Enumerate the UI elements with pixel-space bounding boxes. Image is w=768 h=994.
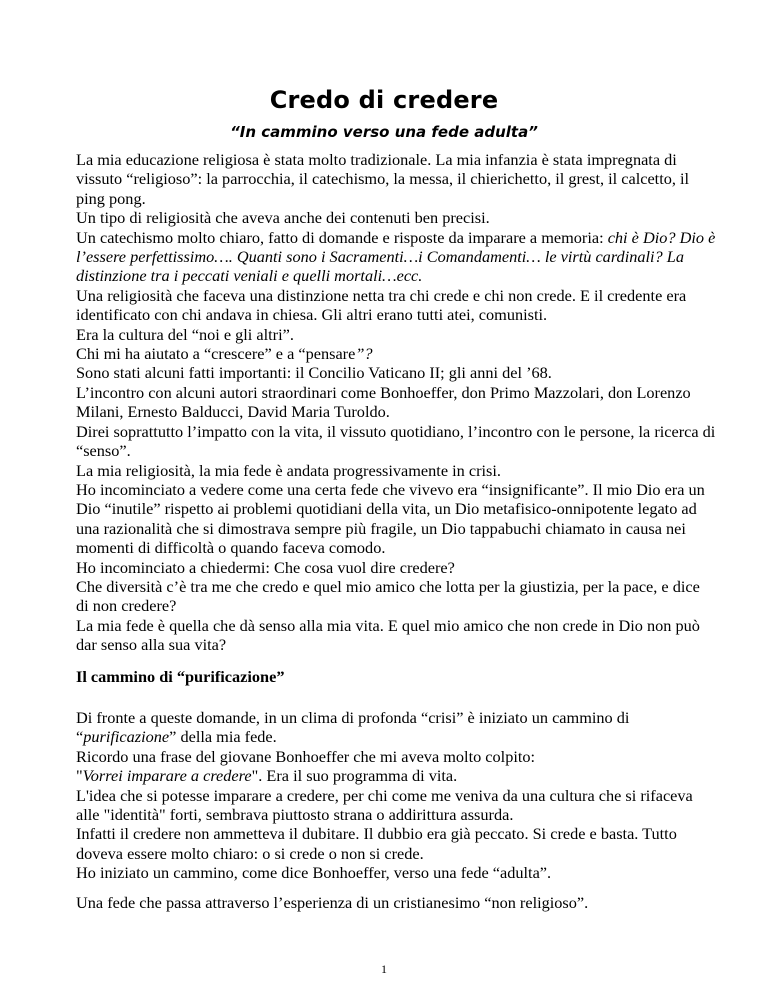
paragraph: La mia fede è quella che dà senso alla mia vita. E quel mio amico che non crede in Dio non può dar senso alla sua vita? <box>76 615 700 655</box>
paragraph-italic-text: chi è Dio? Dio è l’essere perfettissimo…. Quanti sono i Sacramenti…i Comandamenti… le virtù cardinali? La distinzione tra i peccati veniali e quelli mortali…ecc. <box>76 227 716 286</box>
paragraph: Era la cultura del “noi e gli altri”. <box>76 324 294 344</box>
paragraph: Ho incominciato a vedere come una certa fede che vivevo era “insignificante”. Il mio Dio era un Dio “inutile” rispetto ai problemi quotidiani della vita, un Dio metafisico-onnipotente legato ad una razionalità che si dimostrava sempre più fragile, un Dio tappabuchi chiamato in causa nei momenti di difficoltà o quando faceva comodo. <box>76 479 705 558</box>
paragraph: Infatti il credere non ammetteva il dubitare. Il dubbio era già peccato. Si crede e basta. Tutto doveva essere molto chiaro: o si crede o non si crede. <box>76 824 677 863</box>
paragraph <box>76 708 716 747</box>
paragraph: Ricordo una frase del giovane Bonhoeffer che mi aveva molto colpito: <box>76 746 536 766</box>
paragraph: Direi soprattutto l’impatto con la vita, il vissuto quotidiano, l’incontro con le persone, la ricerca di “senso”. <box>76 421 716 461</box>
paragraph: L'idea che si potesse imparare a credere, per chi come me veniva da una cultura che si rifaceva alle "identità" forti, sembrava piuttosto strana o addirittura assurda. <box>76 785 693 824</box>
paragraph-text: Un catechismo molto chiaro, fatto di domande e risposte da imparare a memoria: <box>76 227 608 247</box>
paragraph-text: Chi mi ha aiutato a “crescere” e a “pensare <box>76 344 356 364</box>
paragraph: La mia educazione religiosa è stata molto tradizionale. La mia infanzia è stata impregnata di vissuto “religioso”: la parrocchia, il catechismo, la messa, il chierichetto, il grest, il calcetto, il ping pong. <box>76 150 690 208</box>
paragraph-text: " <box>76 766 83 786</box>
paragraph: La mia religiosità, la mia fede è andata progressivamente in crisi. <box>76 460 501 480</box>
paragraph <box>76 766 716 785</box>
page-subtitle: “In cammino verso una fede adulta” <box>230 123 538 141</box>
paragraph: Che diversità c’è tra me che credo e quel mio amico che lotta per la giustizia, per la pace, e dice di non credere? <box>76 576 700 616</box>
paragraph-italic-text: Vorrei imparare a credere <box>82 766 252 786</box>
page-number: 1 <box>381 962 387 976</box>
paragraph: Una religiosità che faceva una distinzione netta tra chi crede e chi non crede. E il credente era identificato con chi andava in chiesa. Gli altri erano tutti atei, comunisti. <box>76 285 687 325</box>
document-body <box>76 150 716 912</box>
section-heading: Il cammino di “purificazione” <box>76 666 285 686</box>
paragraph-text: Di fronte a queste domande, in un clima di profonda “crisi” è iniziato un cammino di “ <box>76 707 630 747</box>
paragraph: Ho iniziato un cammino, come dice Bonhoeffer, verso una fede “adulta”. <box>76 863 552 883</box>
paragraph: Ho incominciato a chiedermi: Che cosa vuol dire credere? <box>76 557 455 577</box>
paragraph: Un tipo di religiosità che aveva anche dei contenuti ben precisi. <box>76 208 490 228</box>
paragraph <box>76 344 716 363</box>
paragraph: L’incontro con alcuni autori straordinari come Bonhoeffer, don Primo Mazzolari, don Lorenzo Milani, Ernesto Balducci, David Maria Turoldo. <box>76 382 691 422</box>
paragraph-text: ” della mia fede. <box>169 727 277 747</box>
paragraph <box>76 228 716 286</box>
paragraph: Sono stati alcuni fatti importanti: il Concilio Vaticano II; gli anni del ’68. <box>76 363 552 383</box>
page-title: Credo di credere <box>269 86 499 114</box>
paragraph-italic-text: ”? <box>355 344 373 364</box>
paragraph: Una fede che passa attraverso l’esperienza di un cristianesimo “non religioso”. <box>76 892 589 912</box>
paragraph-italic-text: purificazione <box>83 727 170 747</box>
paragraph-text: ". Era il suo programma di vita. <box>251 766 458 786</box>
